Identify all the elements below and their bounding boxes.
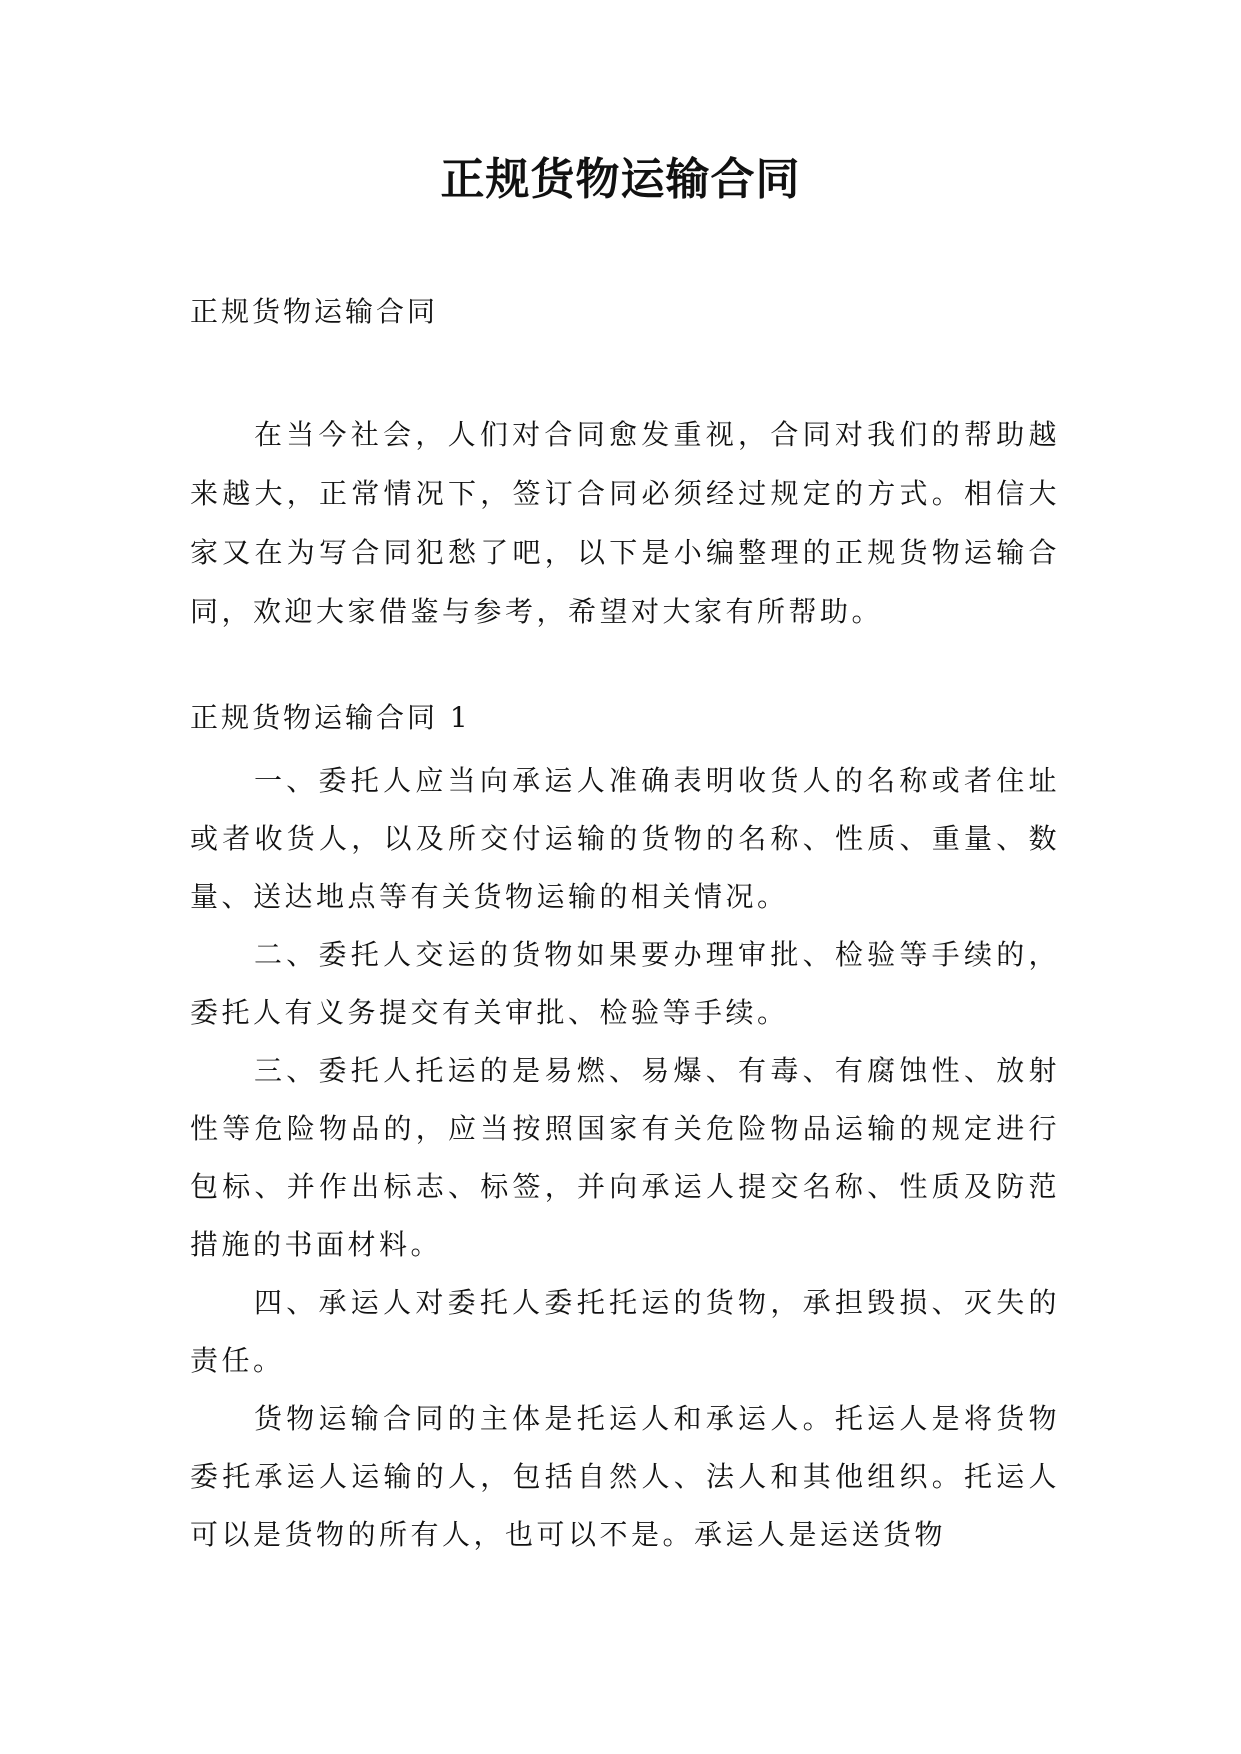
document-subtitle: 正规货物运输合同: [190, 295, 439, 328]
clause-3: 三、委托人托运的是易燃、易爆、有毒、有腐蚀性、放射性等危险物品的，应当按照国家有关危险物品运输的规定进行包标、并作出标志、标签，并向承运人提交名称、性质及防范措施的书面材料。: [190, 1054, 1060, 1261]
clause-2: 二、委托人交运的货物如果要办理审批、检验等手续的，委托人有义务提交有关审批、检验等手续。: [190, 938, 1060, 1029]
section-heading: 正规货物运输合同 1: [190, 701, 471, 734]
document-title: 正规货物运输合同: [440, 154, 801, 205]
body-paragraph: 货物运输合同的主体是托运人和承运人。托运人是将货物委托承运人运输的人，包括自然人、法人和其他组织。托运人可以是货物的所有人，也可以不是。承运人是运送货物: [190, 1402, 1060, 1551]
clause-4: 四、承运人对委托人委托托运的货物，承担毁损、灭失的责任。: [190, 1286, 1060, 1377]
contract-body: [190, 752, 1060, 1564]
intro-paragraph: 在当今社会，人们对合同愈发重视，合同对我们的帮助越来越大，正常情况下，签订合同必须经过规定的方式。相信大家又在为写合同犯愁了吧，以下是小编整理的正规货物运输合同，欢迎大家借鉴与参考，希望对大家有所帮助。: [190, 418, 1060, 628]
clause-1: 一、委托人应当向承运人准确表明收货人的名称或者住址或者收货人，以及所交付运输的货物的名称、性质、重量、数量、送达地点等有关货物运输的相关情况。: [190, 764, 1060, 913]
